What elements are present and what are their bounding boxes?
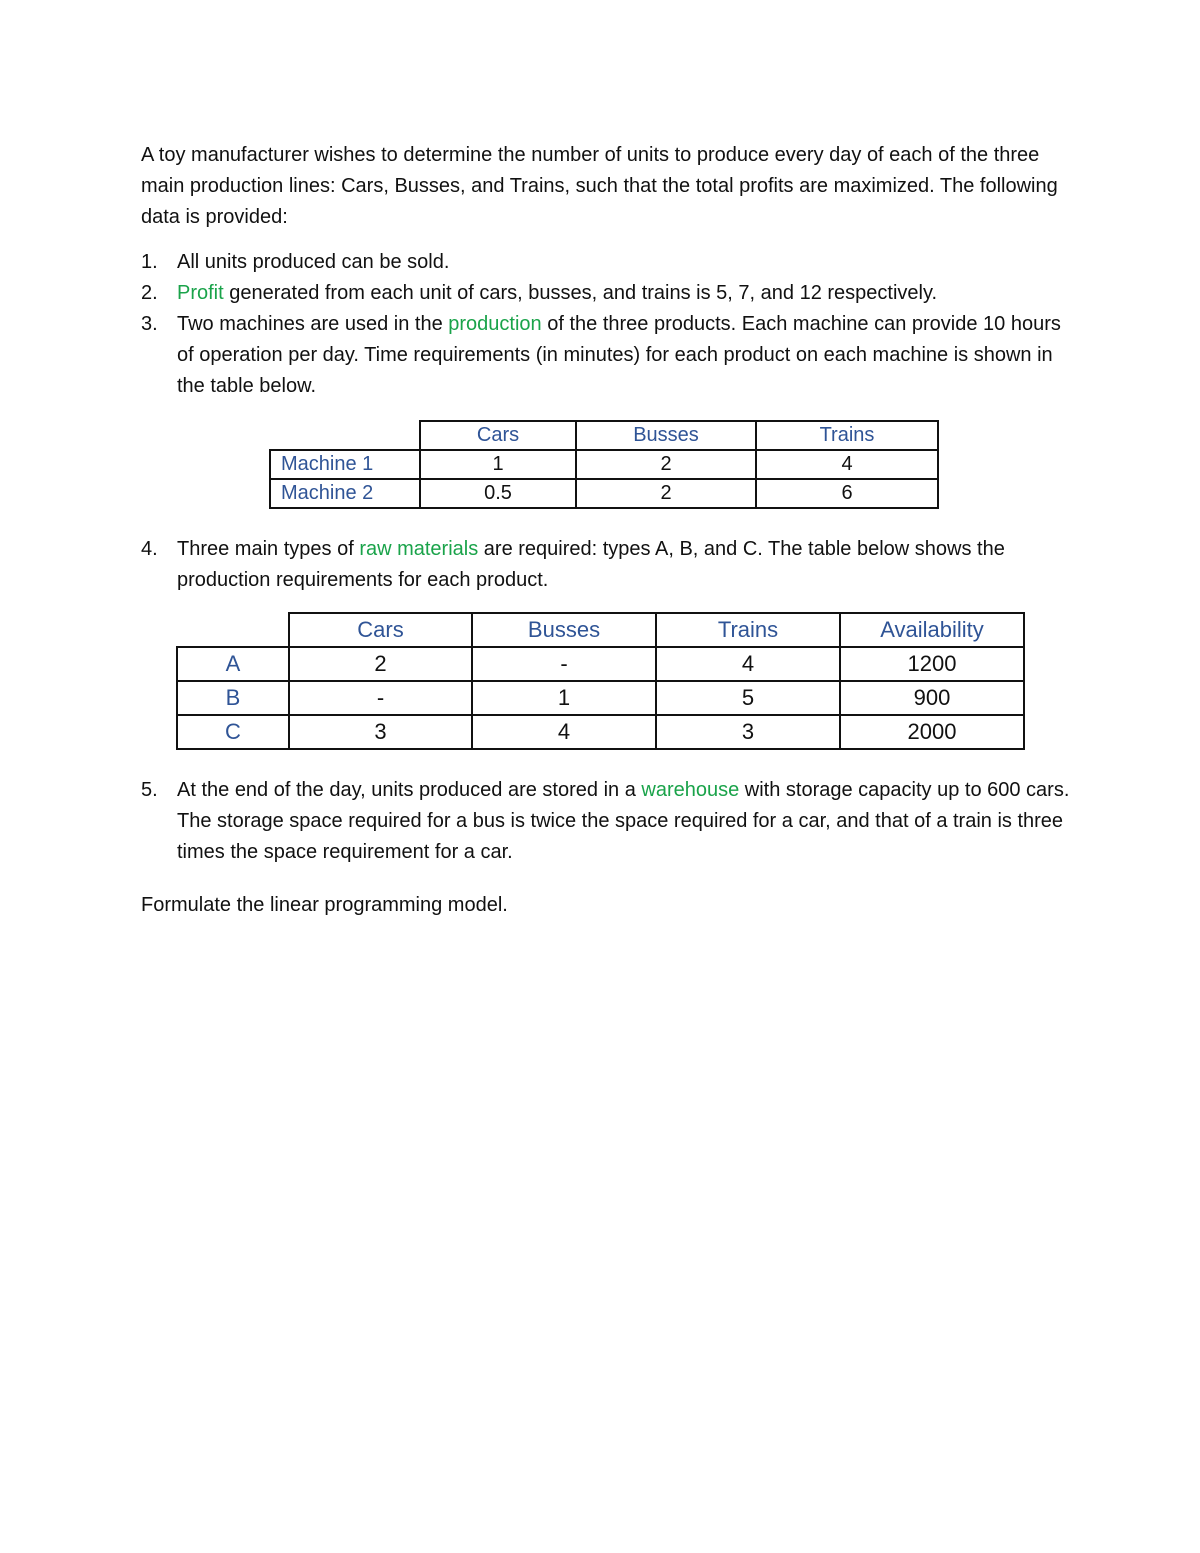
list-item-5 [141, 775, 1097, 868]
list-number: 2. [141, 282, 158, 304]
closing-instruction: Formulate the linear programming model. [141, 894, 508, 916]
list-number: 4. [141, 538, 158, 560]
table-cell: 0.5 [420, 479, 576, 508]
table-row [270, 450, 938, 479]
table-cell: 2000 [840, 715, 1024, 749]
table-header-cell: Trains [756, 421, 938, 450]
row-label: A [177, 647, 289, 681]
table-row [177, 681, 1024, 715]
table-cell: - [289, 681, 472, 715]
list-number: 5. [141, 779, 158, 801]
table-cell: 4 [472, 715, 656, 749]
table-cell: 3 [656, 715, 840, 749]
list-item-3 [141, 309, 1061, 402]
intro-paragraph: A toy manufacturer wishes to determine the number of units to produce every day of each of the three main production lines: Cars, Busses, and Trains, such that the total profits are maximized. The following data is provided: [141, 144, 1058, 228]
table-cell: 4 [656, 647, 840, 681]
list-text: with storage capacity up to 600 cars. The storage space required for a bus is twice the space required for a car, and that of a train is three times the space requirement for a car. [177, 779, 1070, 863]
highlight-term-profit: Profit [177, 282, 224, 304]
table-cell: 5 [656, 681, 840, 715]
table-row [177, 647, 1024, 681]
table-header-cell: Availability [840, 613, 1024, 647]
row-label: C [177, 715, 289, 749]
table-cell: 4 [756, 450, 938, 479]
list-number: 1. [141, 251, 158, 273]
table-cell: 1200 [840, 647, 1024, 681]
table-header-cell: Cars [289, 613, 472, 647]
highlight-term-raw-materials: raw materials [359, 538, 479, 560]
table-header-row [270, 421, 938, 450]
document-page [141, 140, 1070, 916]
list-text-pre: At the end of the day, units produced are stored in a [177, 779, 642, 801]
list-text: are required: types A, B, and C. The table below shows the production requirements for each product. [177, 538, 1005, 591]
table-cell: 2 [576, 450, 756, 479]
list-text: All units produced can be sold. [177, 251, 450, 273]
table-header-row [177, 613, 1024, 647]
row-label: Machine 2 [270, 479, 420, 508]
list-item-2 [141, 278, 1061, 309]
table-header-cell: Busses [576, 421, 756, 450]
row-label: Machine 1 [270, 450, 420, 479]
machine-time-table [269, 420, 939, 509]
list-item-4 [141, 534, 1097, 596]
table-row [270, 479, 938, 508]
highlight-term-warehouse: warehouse [641, 779, 740, 801]
list-text: of the three products. Each machine can provide 10 hours of operation per day. Time requirements (in minutes) for each product on each machine is shown in the table below. [177, 313, 1061, 397]
list-number: 3. [141, 313, 158, 335]
list-item-1 [141, 247, 1061, 278]
table-header-cell: Trains [656, 613, 840, 647]
raw-materials-table [176, 612, 1025, 750]
table-row [177, 715, 1024, 749]
row-label: B [177, 681, 289, 715]
list-text-pre: Two machines are used in the [177, 313, 449, 335]
table-cell: 900 [840, 681, 1024, 715]
list-text-pre: Three main types of [177, 538, 360, 560]
table-cell: - [472, 647, 656, 681]
table-corner-cell [177, 613, 289, 647]
list-text: generated from each unit of cars, busses, and trains is 5, 7, and 12 respectively. [223, 282, 938, 304]
table-header-cell: Cars [420, 421, 576, 450]
table-cell: 1 [420, 450, 576, 479]
highlight-term-production: production [448, 313, 542, 335]
table-cell: 2 [289, 647, 472, 681]
table-corner-cell [270, 421, 420, 450]
table-cell: 3 [289, 715, 472, 749]
table-cell: 2 [576, 479, 756, 508]
table-cell: 1 [472, 681, 656, 715]
table-cell: 6 [756, 479, 938, 508]
table-header-cell: Busses [472, 613, 656, 647]
